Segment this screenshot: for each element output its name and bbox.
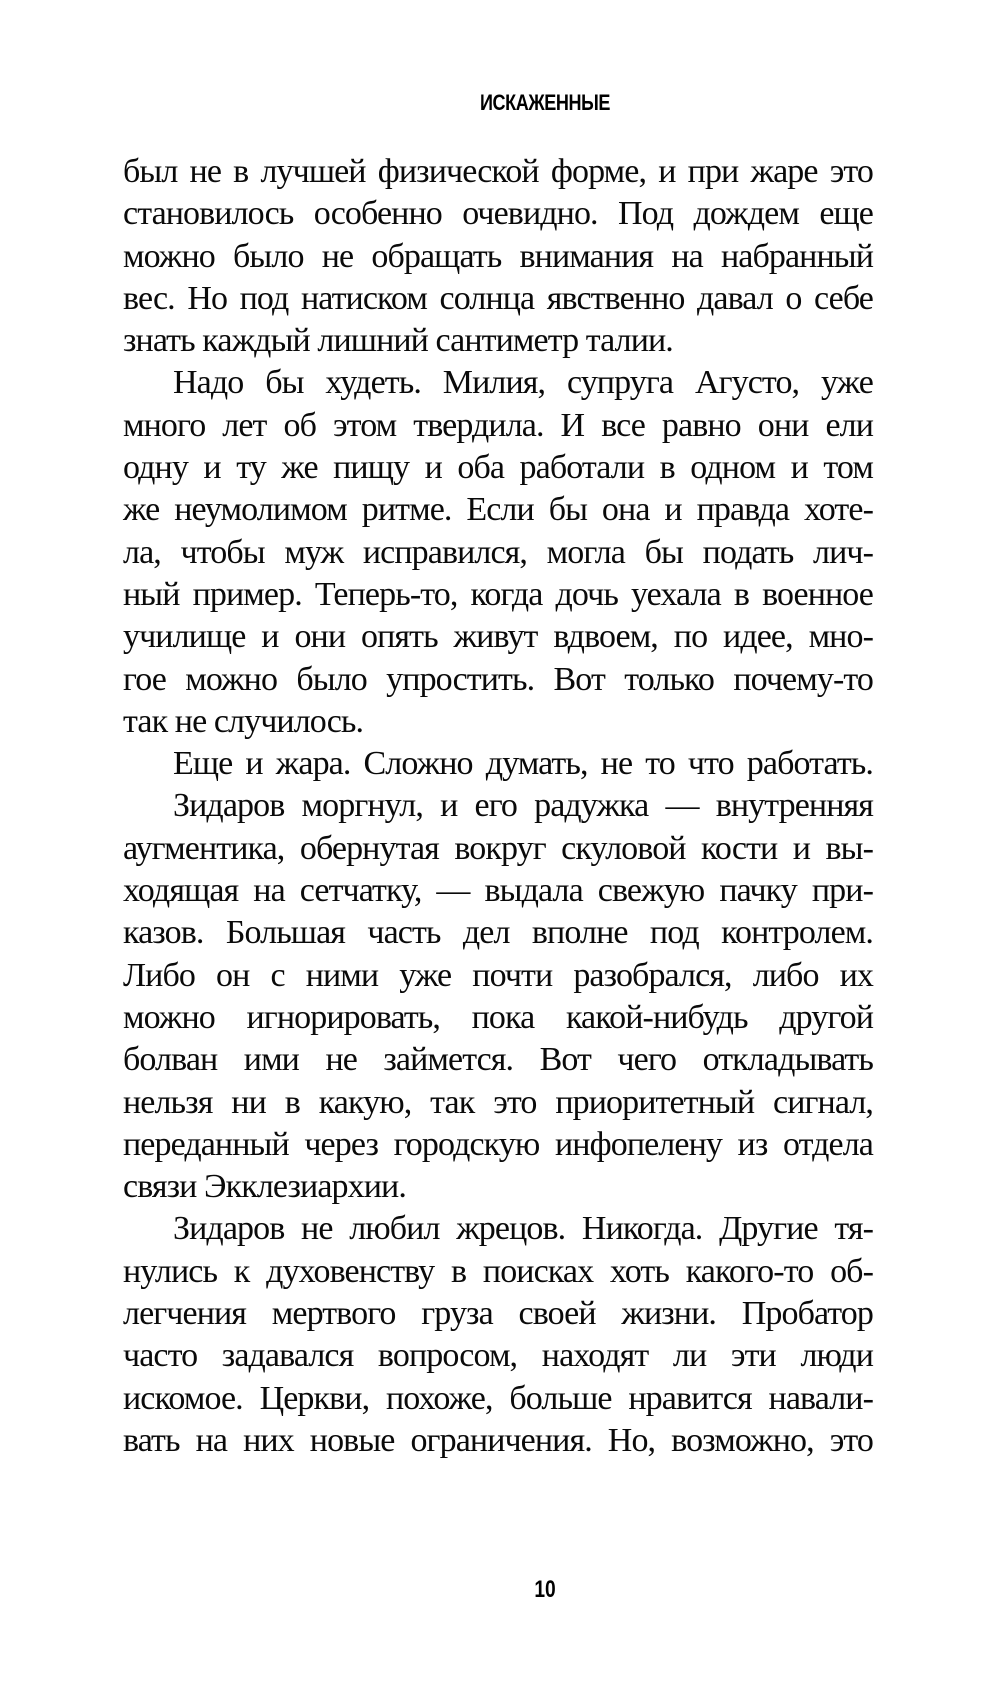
text-line: болван ими не займется. Вот чего откладывать (123, 1041, 873, 1079)
text-line: нулись к духовенству в поисках хоть какого-то об- (123, 1252, 873, 1290)
text-line: переданный через городскую инфопелену из отдела (123, 1125, 873, 1163)
paragraph (123, 743, 873, 785)
text-line: можно было не обращать внимания на набранный (123, 237, 873, 275)
text-line: вес. Но под натиском солнца явственно давал о себе (123, 279, 873, 317)
text-line: училище и они опять живут вдвоем, по идее, мно- (123, 618, 873, 656)
text-line: Надо бы худеть. Милия, супруга Агусто, уже (173, 364, 873, 402)
page-number: 10 (534, 1576, 556, 1603)
text-line: много лет об этом твердила. И все равно они ели (123, 406, 873, 444)
text-line: Зидаров не любил жрецов. Никогда. Другие тя- (173, 1210, 873, 1248)
text-line: легчения мертвого груза своей жизни. Пробатор (123, 1295, 873, 1333)
body-text (123, 151, 873, 1462)
text-line: же неумолимом ритме. Если бы она и правда хоте- (123, 491, 873, 529)
paragraph (123, 362, 873, 743)
text-line: нельзя ни в какую, так это приоритетный сигнал, (123, 1083, 873, 1121)
paragraph (123, 1208, 873, 1462)
text-line: был не в лучшей физической форме, и при жаре это (123, 153, 873, 190)
paragraph (123, 151, 873, 362)
text-line: часто задавался вопросом, находят ли эти люди (123, 1337, 873, 1375)
text-line: ходящая на сетчатку, — выдала свежую пачку при- (123, 872, 873, 910)
text-line: вать на них новые ограничения. Но, возможно, это (123, 1421, 873, 1459)
text-line: ла, чтобы муж исправился, могла бы подать лич- (123, 533, 873, 571)
text-line: Зидаров моргнул, и его радужка — внутренняя (173, 787, 873, 825)
text-line: связи Экклезиархии. (123, 1168, 406, 1206)
text-line: аугментика, обернутая вокруг скуловой кости и вы- (123, 829, 873, 867)
text-line: Либо он с ними уже почти разобрался, либо их (123, 956, 873, 994)
text-line: казов. Большая часть дел вполне под контролем. (123, 914, 873, 952)
text-line: гое можно было упростить. Вот только почему-то (123, 660, 873, 698)
text-line: одну и ту же пищу и оба работали в одном и том (123, 449, 873, 487)
text-line: становилось особенно очевидно. Под дождем еще (123, 195, 873, 233)
text-line: так не случилось. (123, 702, 364, 740)
text-line: искомое. Церкви, похоже, больше нравится навали- (123, 1379, 873, 1417)
text-line: ный пример. Теперь-то, когда дочь уехала в военное (123, 575, 873, 613)
text-line: можно игнорировать, пока какой-нибудь другой (123, 998, 873, 1036)
running-head-title: ИСКАЖЕННЫЕ (479, 90, 611, 115)
text-line: Еще и жара. Сложно думать, не то что работать. (173, 745, 873, 783)
paragraph (123, 785, 873, 1208)
text-line: знать каждый лишний сантиметр талии. (123, 322, 673, 360)
